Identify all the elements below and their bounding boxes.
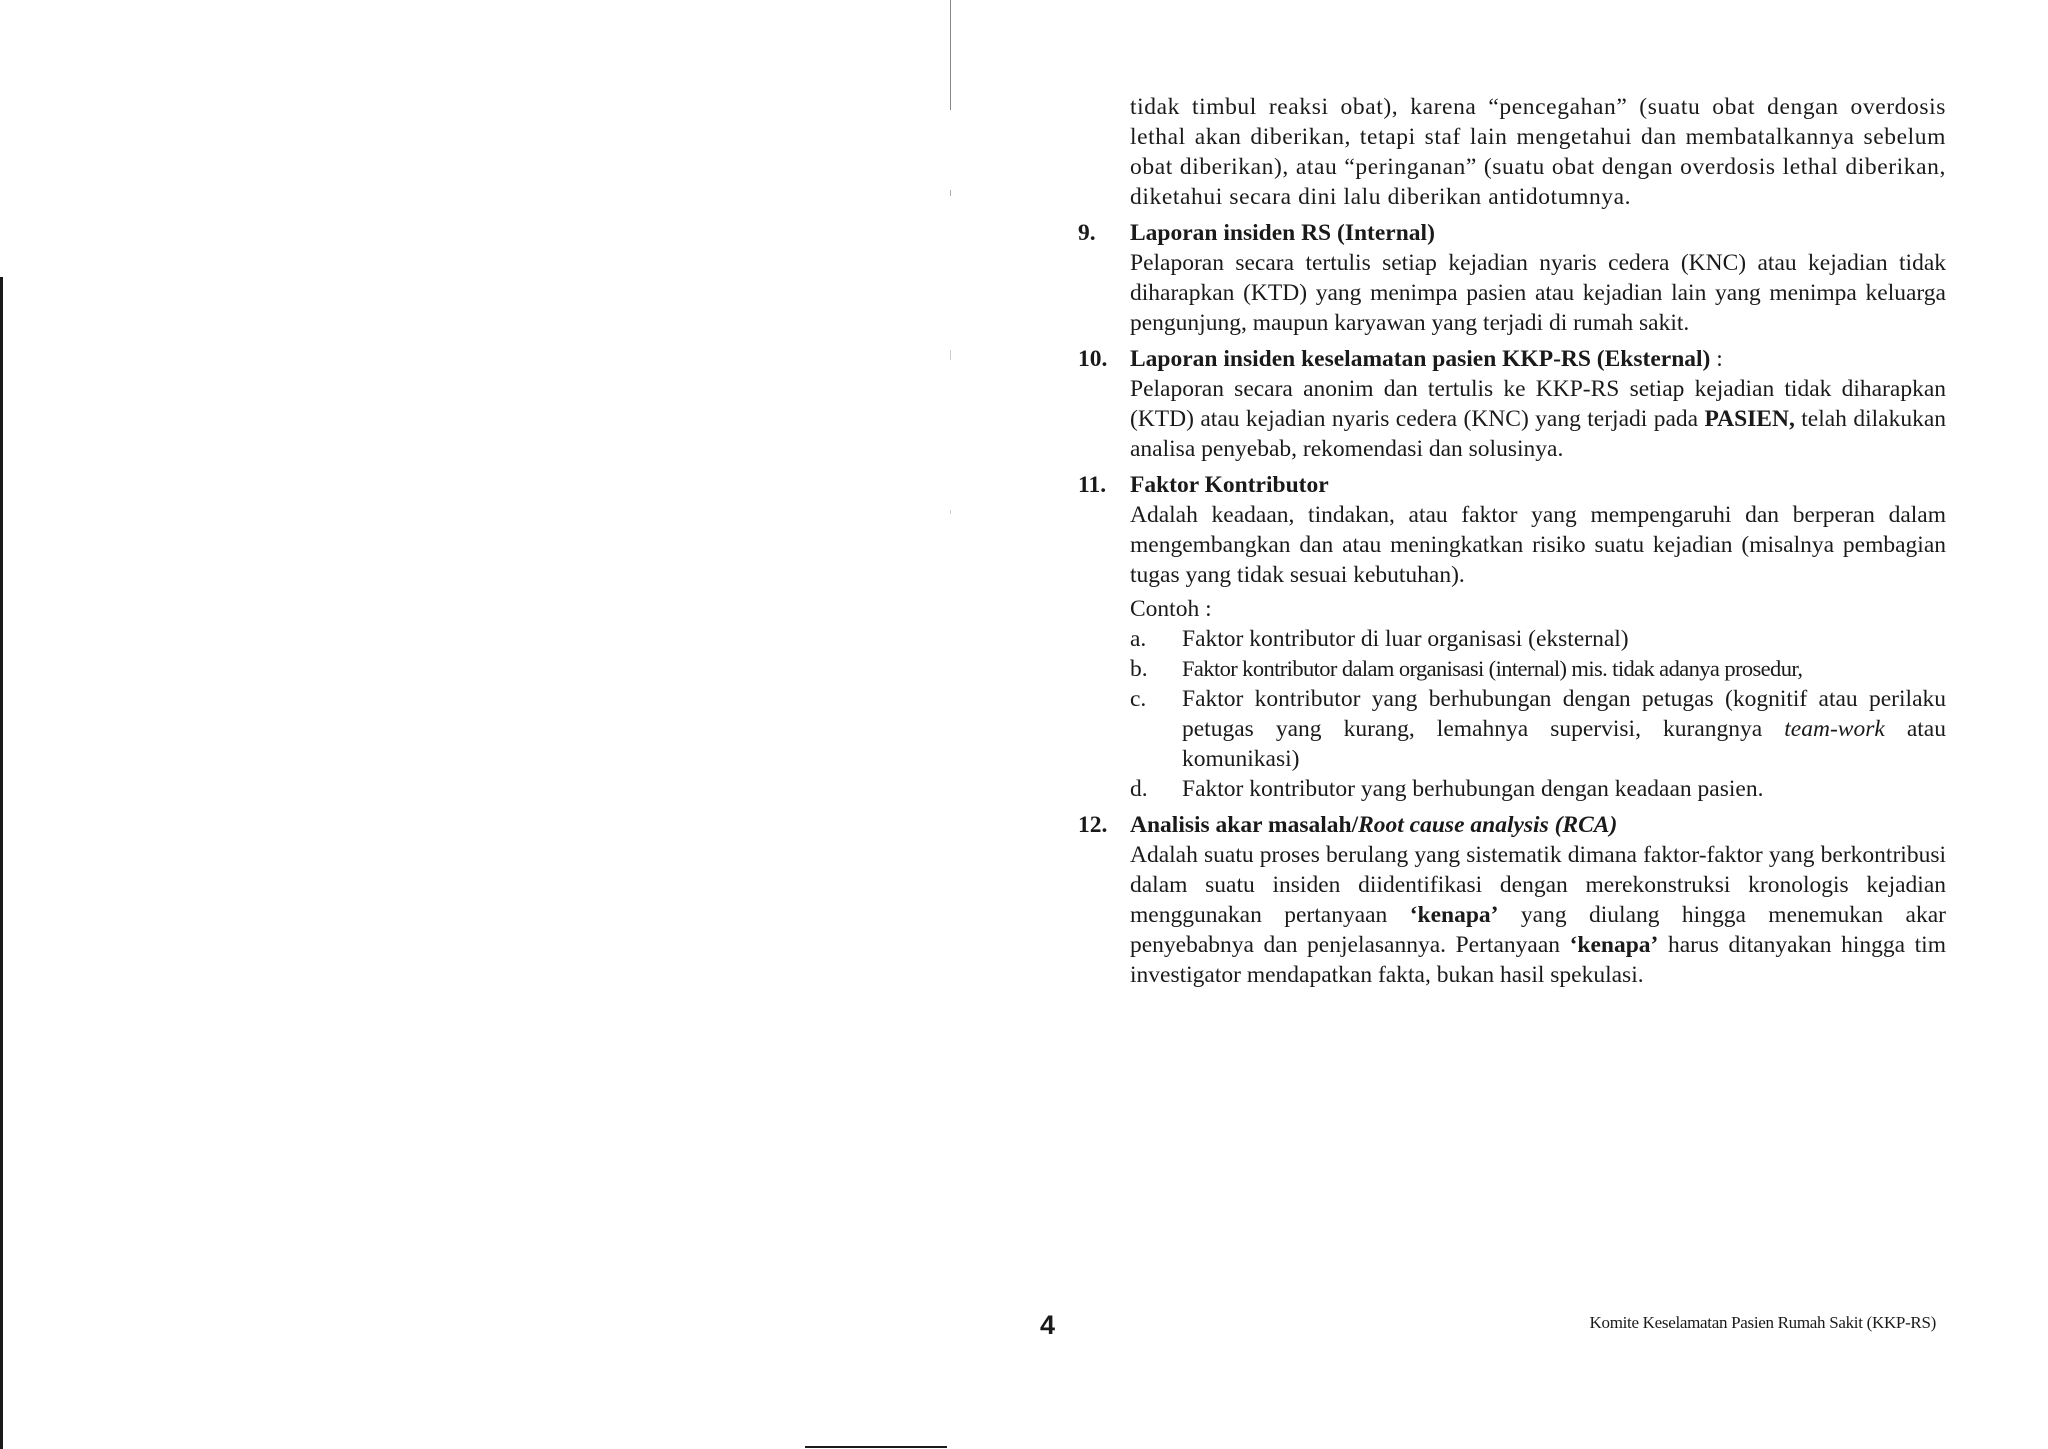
item-body: Pelaporan secara tertulis setiap kejadian nyaris cedera (KNC) atau kejadian tidak diharapkan (KTD) yang menimpa pasien atau kejadian lain yang menimpa keluarga pengunjung, maupun karyawan yang terjadi di rumah sakit. bbox=[1130, 250, 1946, 336]
scan-bottom-line bbox=[805, 1446, 947, 1448]
item-number: 11. bbox=[1078, 472, 1107, 498]
item-title-row bbox=[1130, 810, 1946, 840]
sub-text: Faktor kontributor dalam organisasi (internal) mis. tidak adanya prosedur, bbox=[1182, 656, 1803, 681]
item-number: 10. bbox=[1078, 346, 1108, 372]
item-title-suffix: : bbox=[1710, 346, 1723, 372]
item-number: 12. bbox=[1078, 812, 1108, 838]
scan-edge bbox=[0, 277, 3, 1449]
item-body bbox=[1130, 840, 1946, 990]
page-fold-mark bbox=[950, 510, 951, 514]
item-title-italic: Root cause analysis (RCA) bbox=[1358, 812, 1618, 838]
item-title: Laporan insiden keselamatan pasien KKP-RS (Eksternal) bbox=[1130, 346, 1711, 372]
item-body: Adalah keadaan, tindakan, atau faktor yang mempengaruhi dan berperan dalam mengembangkan dan atau meningkatkan risiko suatu kejadian (misalnya pembagian tugas yang tidak sesuai kebutuhan). bbox=[1130, 502, 1946, 588]
item-title: Analisis akar masalah/ bbox=[1130, 812, 1359, 838]
sub-letter: c. bbox=[1130, 686, 1147, 712]
body-text: telah dilakukan analisa penyebab, rekomendasi dan solusinya. bbox=[1130, 406, 1946, 462]
body-text: Adalah suatu proses berulang yang sistematik dimana faktor-faktor yang berkontribusi dalam suatu insiden diidentifikasi dengan merekonstruksi kronologis kejadian menggunakan pertanyaan bbox=[1130, 842, 1946, 928]
sub-text: Faktor kontributor yang berhubungan dengan petugas (kognitif atau perilaku petugas yang kurang, lemahnya supervisi, kurangnya bbox=[1182, 686, 1946, 742]
sub-item-c bbox=[1130, 684, 1946, 774]
sub-letter: b. bbox=[1130, 656, 1148, 682]
page-number: 4 bbox=[1040, 1310, 1056, 1340]
emphasis-kenapa: ‘kenapa’ bbox=[1569, 932, 1659, 958]
continuation-paragraph: tidak timbul reaksi obat), karena “pencegahan” (suatu obat dengan overdosis lethal akan diberikan, tetapi staf lain mengetahui dan membatalkannya sebelum obat diberikan), atau “peringanan” (suatu obat dengan overdosis lethal diberikan, diketahui secara dini lalu diberikan antidotumnya. bbox=[1130, 94, 1946, 210]
sub-text: Faktor kontributor di luar organisasi (eksternal) bbox=[1182, 626, 1629, 652]
sub-text: atau komunikasi) bbox=[1182, 716, 1946, 772]
item-body bbox=[1130, 374, 1946, 464]
body-text: Pelaporan secara anonim dan tertulis ke KKP-RS setiap kejadian tidak diharapkan (KTD) atau kejadian nyaris cedera (KNC) yang terjadi pada bbox=[1130, 376, 1946, 432]
sub-item-a bbox=[1130, 624, 1946, 654]
emphasis-pasien: PASIEN, bbox=[1704, 406, 1795, 432]
sub-item-d bbox=[1130, 774, 1946, 804]
example-label: Contoh : bbox=[1130, 596, 1212, 622]
sub-text-italic: team-work bbox=[1784, 716, 1885, 742]
item-number: 9. bbox=[1078, 220, 1096, 246]
page-fold-mark bbox=[950, 190, 951, 196]
page-footer: Komite Keselamatan Pasien Rumah Sakit (KKP-RS) bbox=[1589, 1313, 1936, 1332]
page-fold-line bbox=[950, 0, 951, 110]
body-text: yang diulang hingga menemukan akar penyebabnya dan penjelasannya. Pertanyaan bbox=[1130, 902, 1946, 958]
definition-item-9 bbox=[1078, 218, 1946, 338]
sub-item-b bbox=[1130, 654, 1946, 684]
definition-item-10 bbox=[1078, 344, 1946, 464]
sub-letter: d. bbox=[1130, 776, 1148, 802]
item-title: Laporan insiden RS (Internal) bbox=[1130, 220, 1435, 246]
page-content bbox=[1078, 92, 1946, 996]
body-text: harus ditanyakan hingga tim investigator mendapatkan fakta, bukan hasil spekulasi. bbox=[1130, 932, 1946, 988]
item-title: Faktor Kontributor bbox=[1130, 472, 1329, 498]
emphasis-kenapa: ‘kenapa’ bbox=[1409, 902, 1499, 928]
sub-letter: a. bbox=[1130, 626, 1147, 652]
definition-item-11 bbox=[1078, 470, 1946, 804]
definition-item-12 bbox=[1078, 810, 1946, 990]
item-title-row bbox=[1130, 344, 1946, 374]
page-fold-mark bbox=[950, 350, 951, 360]
sub-text: Faktor kontributor yang berhubungan dengan keadaan pasien. bbox=[1182, 776, 1764, 802]
